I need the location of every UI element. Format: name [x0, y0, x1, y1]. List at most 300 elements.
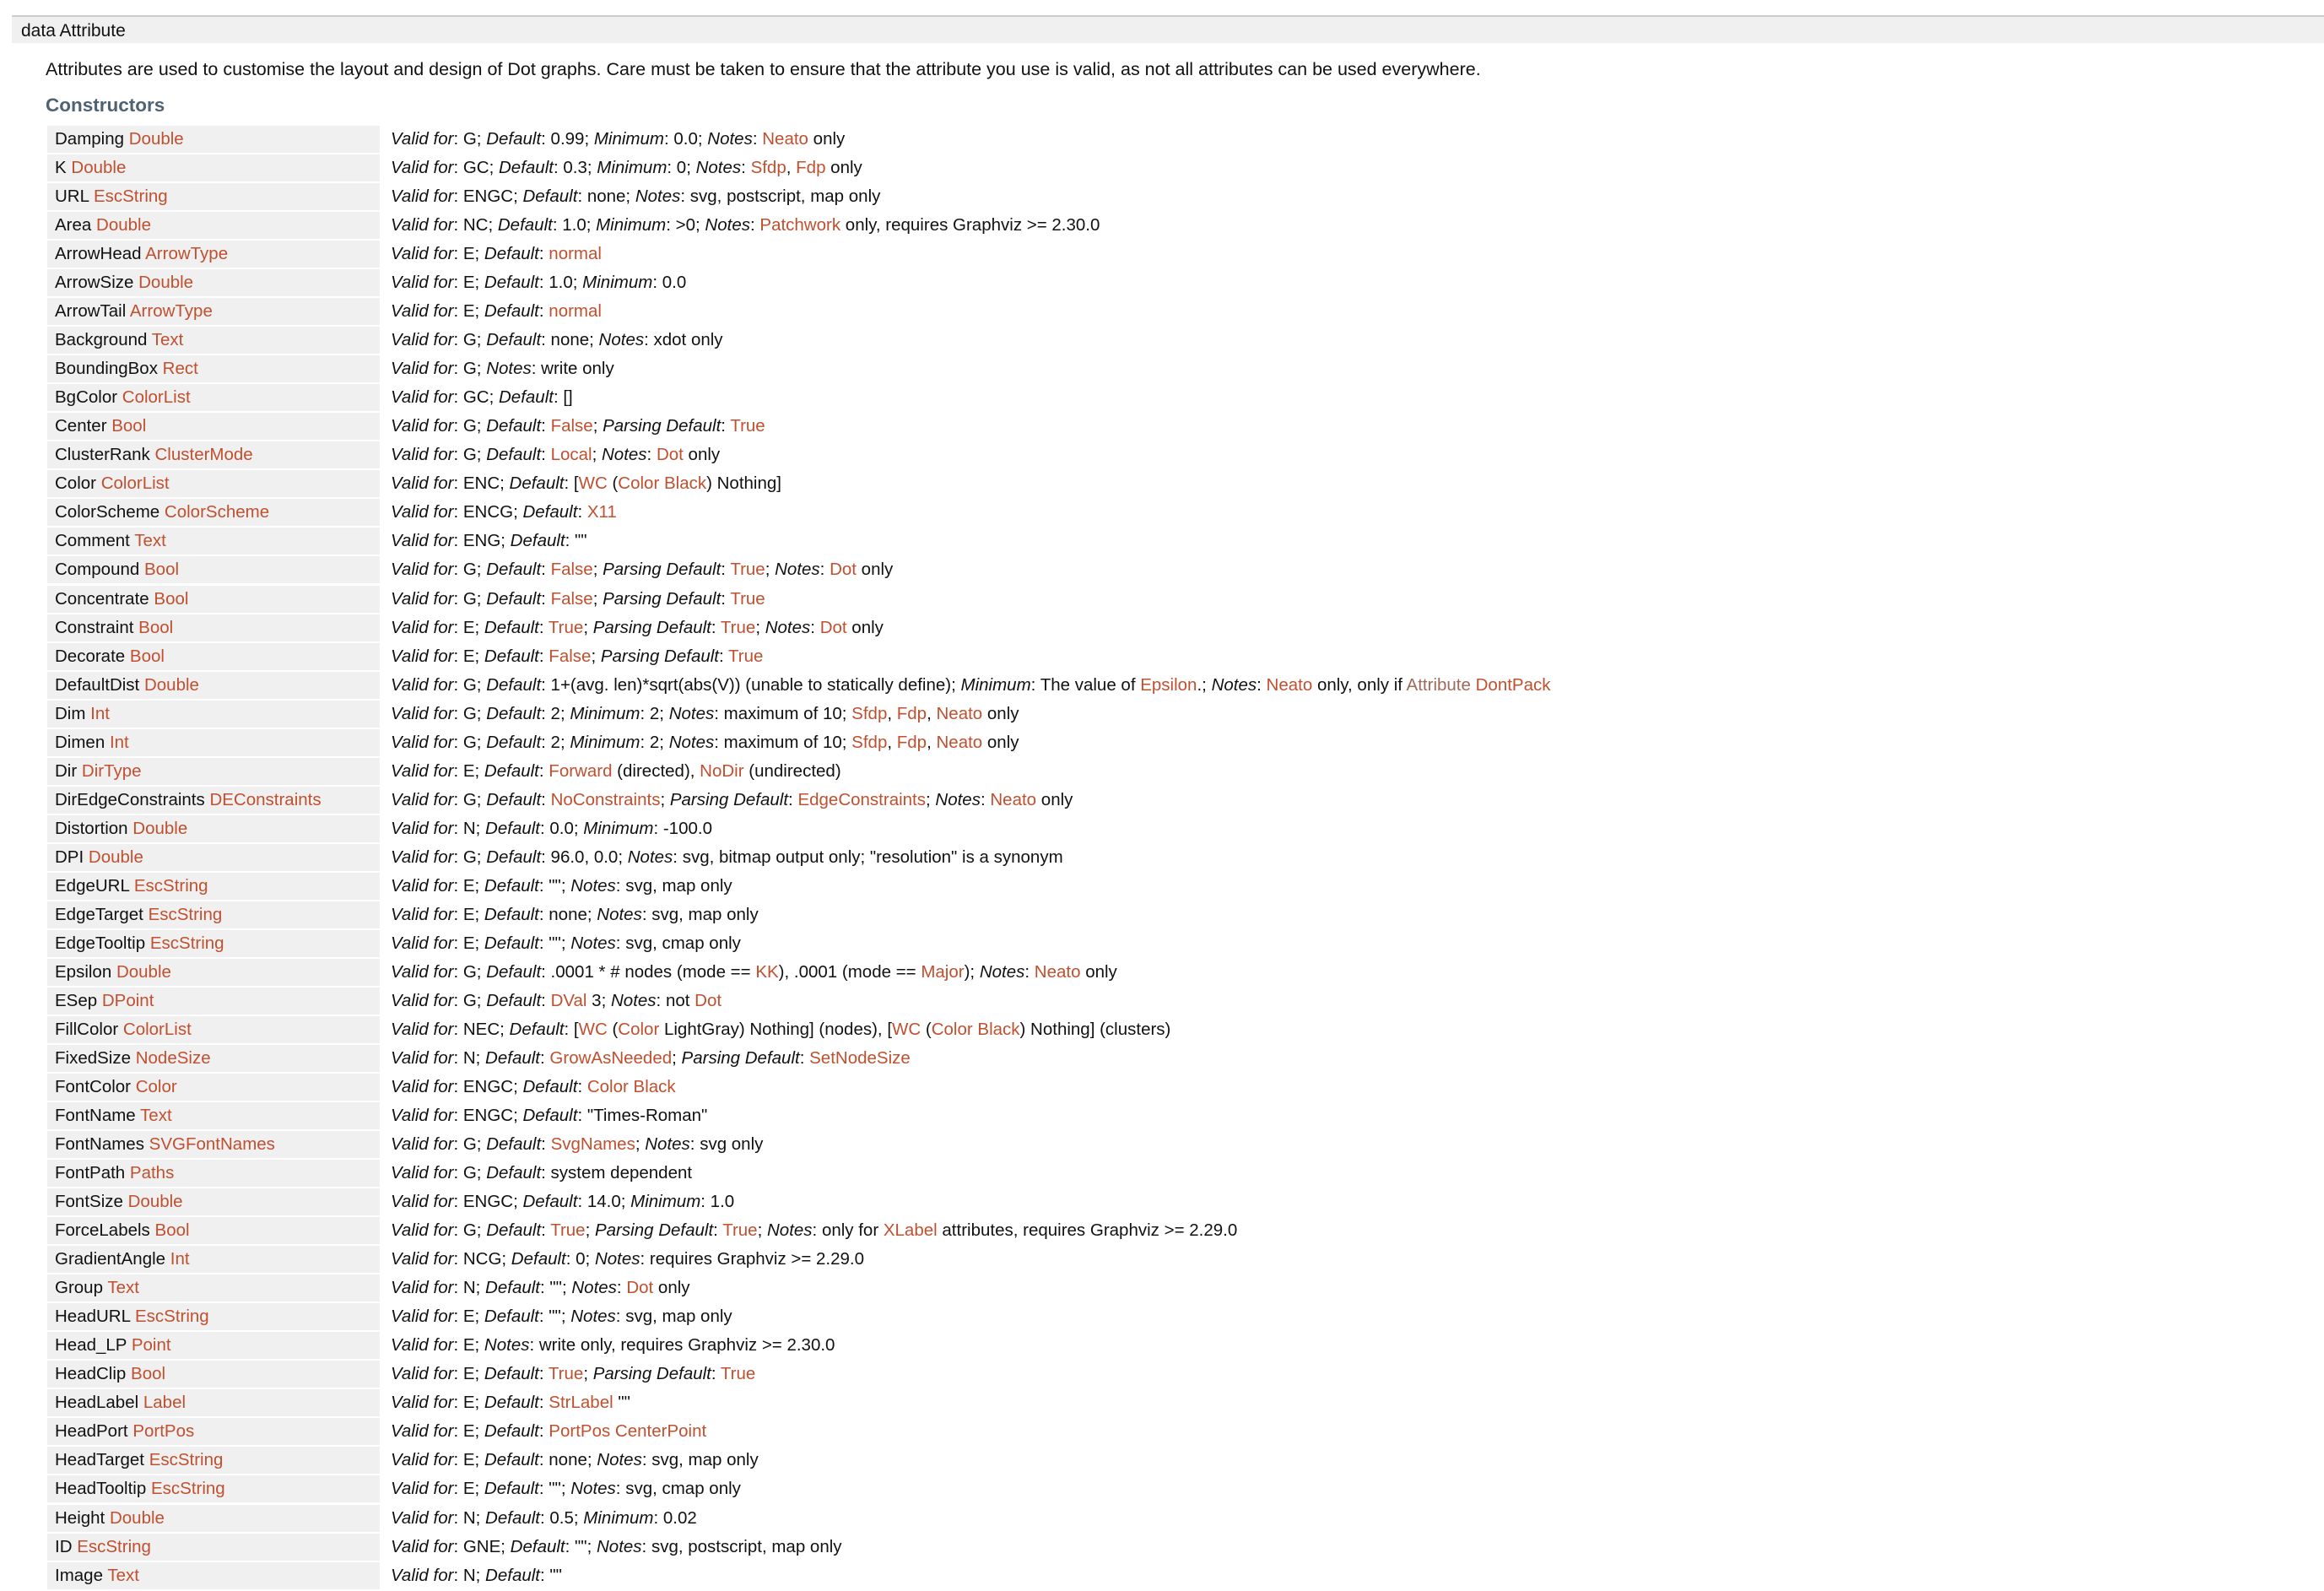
- type-link-cluster-mode[interactable]: ClusterMode: [154, 445, 253, 465]
- constructor-description: [391, 701, 1019, 728]
- constructor-name-cell: [47, 758, 380, 785]
- field-value: : 2;: [640, 732, 669, 752]
- field-value: ;: [660, 789, 670, 809]
- constructor-description: [391, 1361, 755, 1388]
- constructor-name-cell: [47, 327, 380, 354]
- link-dot[interactable]: Dot: [626, 1278, 654, 1298]
- constructor-name-cell: [47, 1447, 380, 1474]
- field-value: : ENCG;: [453, 502, 523, 522]
- constructor-name-cell: [47, 701, 380, 728]
- field-value: :: [541, 560, 551, 580]
- field-value: only: [683, 445, 721, 465]
- link-fdp[interactable]: Fdp: [896, 703, 927, 723]
- type-link-int[interactable]: Int: [109, 732, 129, 752]
- link-false[interactable]: False: [550, 560, 593, 580]
- table-row: [47, 1217, 2324, 1246]
- field-value: : 1.0: [700, 1192, 735, 1212]
- link-sfdp[interactable]: Sfdp: [851, 732, 888, 752]
- link-neato[interactable]: Neato: [1266, 674, 1313, 695]
- constructor-name: FontName: [55, 1106, 136, 1126]
- link-sfdp[interactable]: Sfdp: [750, 158, 786, 178]
- table-row: [47, 1160, 2324, 1188]
- field-value: : maximum of 10;: [714, 732, 852, 752]
- type-link-point[interactable]: Point: [131, 1335, 171, 1356]
- link-false[interactable]: False: [549, 646, 592, 666]
- field-label: Valid for: [391, 330, 454, 350]
- constructor-description: [391, 528, 587, 555]
- type-link-double[interactable]: Double: [116, 961, 171, 982]
- field-label: Valid for: [391, 674, 454, 695]
- table-row: [47, 470, 2324, 499]
- table-row: [47, 241, 2324, 269]
- link-neato[interactable]: Neato: [1034, 961, 1081, 982]
- constructor-name-cell: [47, 355, 380, 382]
- type-link-esc-string[interactable]: EscString: [134, 1307, 209, 1327]
- field-label: Default: [485, 1278, 541, 1298]
- link-attribute[interactable]: Attribute: [1406, 674, 1471, 695]
- link-true[interactable]: True: [730, 588, 765, 609]
- link-patchwork[interactable]: Patchwork: [759, 215, 841, 235]
- type-link-color-list[interactable]: ColorList: [100, 474, 170, 494]
- type-link-double[interactable]: Double: [138, 273, 194, 293]
- field-value: : E;: [453, 904, 484, 924]
- link-neato[interactable]: Neato: [762, 129, 808, 149]
- link-fdp[interactable]: Fdp: [796, 158, 826, 178]
- constructor-description: [391, 241, 602, 268]
- type-link-port-pos[interactable]: PortPos: [132, 1421, 195, 1442]
- field-value: : not: [656, 990, 695, 1010]
- constructor-name-cell: [47, 1418, 380, 1445]
- field-value: ,: [887, 732, 897, 752]
- table-row: [47, 1274, 2324, 1303]
- type-link-double[interactable]: Double: [71, 158, 127, 178]
- constructor-description: [391, 1016, 1170, 1043]
- table-row: [47, 154, 2324, 183]
- constructor-name: Constraint: [55, 617, 134, 637]
- link-dot[interactable]: Dot: [830, 560, 857, 580]
- link-wc[interactable]: WC: [578, 1019, 608, 1039]
- field-label: Notes: [695, 158, 742, 178]
- constructor-name: EdgeTooltip: [55, 933, 146, 953]
- field-label: Notes: [668, 703, 715, 723]
- type-link-text[interactable]: Text: [134, 531, 166, 551]
- constructor-description: [391, 1389, 630, 1416]
- field-label: Minimum: [596, 215, 667, 235]
- field-value: : ENC;: [453, 474, 510, 494]
- constructor-name: HeadTooltip: [55, 1479, 147, 1499]
- constructor-description: [391, 1534, 842, 1561]
- table-row: [47, 729, 2324, 758]
- constructor-name-cell: [47, 586, 380, 613]
- field-value: : G;: [453, 560, 487, 580]
- link-true[interactable]: True: [548, 617, 584, 637]
- field-value: : svg only: [689, 1134, 764, 1155]
- type-link-esc-string[interactable]: EscString: [133, 875, 208, 896]
- constructor-name-cell: [47, 988, 380, 1015]
- field-label: Valid for: [391, 1507, 454, 1528]
- link-true[interactable]: True: [730, 416, 765, 436]
- field-value: : none;: [538, 1450, 597, 1470]
- type-link-double[interactable]: Double: [143, 674, 199, 695]
- field-value: : 1.0;: [538, 273, 583, 293]
- constructor-name: HeadURL: [55, 1307, 131, 1327]
- field-label: Default: [486, 847, 542, 867]
- type-link-esc-string[interactable]: EscString: [77, 1536, 151, 1556]
- table-row: [47, 758, 2324, 787]
- table-row: [47, 930, 2324, 959]
- field-label: Valid for: [391, 560, 454, 580]
- type-link-text[interactable]: Text: [107, 1565, 139, 1585]
- field-label: Default: [484, 617, 539, 637]
- field-value: : G;: [453, 129, 487, 149]
- table-row: [47, 1505, 2324, 1534]
- constructor-name: K: [55, 158, 67, 178]
- link-true[interactable]: True: [550, 1220, 586, 1241]
- type-link-bool[interactable]: Bool: [154, 588, 189, 609]
- field-value: : svg, postscript, map only: [641, 1536, 842, 1556]
- field-value: : xdot only: [644, 330, 723, 350]
- type-link-esc-string[interactable]: EscString: [148, 904, 223, 924]
- field-value: : ENG;: [453, 531, 511, 551]
- link-no-dir[interactable]: NoDir: [700, 760, 744, 781]
- type-link-esc-string[interactable]: EscString: [149, 1450, 224, 1470]
- field-value: : maximum of 10;: [714, 703, 852, 723]
- link-wc[interactable]: WC: [892, 1019, 921, 1039]
- field-label: Valid for: [391, 215, 454, 235]
- field-label: Default: [486, 674, 542, 695]
- field-value: : E;: [453, 273, 484, 293]
- table-row: [47, 1131, 2324, 1160]
- field-value: (directed),: [612, 760, 700, 781]
- field-label: Valid for: [391, 961, 454, 982]
- field-value: (undirected): [743, 760, 841, 781]
- type-link-color-scheme[interactable]: ColorScheme: [164, 502, 270, 522]
- field-label: Valid for: [391, 301, 454, 322]
- constructor-name: GradientAngle: [55, 1249, 166, 1269]
- link-color[interactable]: Color: [618, 1019, 660, 1039]
- constructor-name: ID: [55, 1536, 73, 1556]
- field-label: Valid for: [391, 1307, 454, 1327]
- field-value: ;: [592, 416, 603, 436]
- constructor-name-cell: [47, 729, 380, 756]
- field-label: Default: [486, 1163, 542, 1183]
- type-link-deconstraints[interactable]: DEConstraints: [209, 789, 322, 809]
- table-row: [47, 298, 2324, 327]
- link-neato[interactable]: Neato: [936, 703, 983, 723]
- field-label: Parsing Default: [603, 588, 722, 609]
- link-normal[interactable]: normal: [549, 244, 602, 264]
- field-label: Default: [484, 1393, 539, 1413]
- link-x11[interactable]: X11: [586, 502, 617, 522]
- link-xlabel[interactable]: XLabel: [883, 1220, 938, 1241]
- link-true[interactable]: True: [720, 1364, 756, 1384]
- field-value: );: [964, 961, 980, 982]
- field-label: Default: [522, 1077, 578, 1097]
- link-dval[interactable]: DVal: [550, 990, 587, 1010]
- link-true[interactable]: True: [728, 646, 764, 666]
- field-value: : ENGC;: [453, 1106, 523, 1126]
- type-link-text[interactable]: Text: [140, 1106, 172, 1126]
- type-link-dpoint[interactable]: DPoint: [101, 990, 154, 1010]
- link-true[interactable]: True: [730, 560, 765, 580]
- type-link-int[interactable]: Int: [90, 703, 110, 723]
- constructor-name-cell: [47, 413, 380, 440]
- field-value: :: [541, 588, 551, 609]
- field-label: Default: [499, 387, 554, 408]
- field-value: only: [1080, 961, 1117, 982]
- field-value: ;: [583, 617, 593, 637]
- link-kk[interactable]: KK: [755, 961, 779, 982]
- field-label: Default: [497, 215, 553, 235]
- field-value: ;: [757, 1220, 767, 1241]
- type-link-bool[interactable]: Bool: [138, 617, 174, 637]
- field-label: Notes: [645, 1134, 690, 1155]
- constructor-description: [391, 815, 712, 842]
- type-description: Attributes are used to customise the layout and design of Dot graphs. Care must be taken to ensure that the attribute you use is valid, as not all attributes can be used everywhere.: [46, 59, 1481, 79]
- field-value: :: [721, 560, 731, 580]
- constructor-description: [391, 930, 741, 957]
- link-dot[interactable]: Dot: [694, 990, 722, 1010]
- table-row: [47, 327, 2324, 355]
- field-label: Minimum: [630, 1192, 701, 1212]
- field-label: Parsing Default: [603, 416, 722, 436]
- field-label: Notes: [486, 359, 532, 379]
- field-label: Parsing Default: [603, 560, 722, 580]
- field-label: Default: [485, 1565, 541, 1585]
- constructor-description: [391, 1475, 741, 1502]
- field-value: :: [538, 1364, 549, 1384]
- type-link-color-list[interactable]: ColorList: [122, 387, 191, 408]
- link-local[interactable]: Local: [550, 445, 592, 465]
- link-fdp[interactable]: Fdp: [896, 732, 927, 752]
- link-epsilon[interactable]: Epsilon: [1140, 674, 1197, 695]
- constructor-name: ColorScheme: [55, 502, 160, 522]
- constructor-name-cell: [47, 1361, 380, 1388]
- constructor-name-cell: [47, 672, 380, 699]
- constructor-name: HeadLabel: [55, 1393, 139, 1413]
- constructor-name: URL: [55, 187, 89, 207]
- field-label: Notes: [598, 330, 645, 350]
- type-link-double[interactable]: Double: [109, 1507, 165, 1528]
- field-value: :: [1257, 674, 1267, 695]
- type-link-paths[interactable]: Paths: [129, 1163, 175, 1183]
- field-value: : G;: [453, 588, 487, 609]
- field-label: Valid for: [391, 847, 454, 867]
- field-label: Valid for: [391, 1134, 454, 1155]
- constructor-name-cell: [47, 1217, 380, 1244]
- link-grow-as-needed[interactable]: GrowAsNeeded: [549, 1048, 673, 1068]
- field-label: Notes: [765, 617, 811, 637]
- constructor-name-cell: [47, 1074, 380, 1101]
- link-sfdp[interactable]: Sfdp: [851, 703, 888, 723]
- field-label: Notes: [766, 1220, 813, 1241]
- field-label: Minimum: [570, 703, 640, 723]
- field-label: Valid for: [391, 1106, 454, 1126]
- field-value: : N;: [453, 818, 486, 838]
- link-no-constraints[interactable]: NoConstraints: [550, 789, 661, 809]
- type-link-dir-type[interactable]: DirType: [81, 760, 142, 781]
- constructor-name: HeadPort: [55, 1421, 128, 1442]
- field-value: : "";: [540, 1278, 572, 1298]
- link-true[interactable]: True: [548, 1364, 584, 1384]
- field-value: .;: [1197, 674, 1212, 695]
- field-value: : E;: [453, 760, 484, 781]
- link-set-node-size[interactable]: SetNodeSize: [809, 1048, 911, 1068]
- link-false[interactable]: False: [550, 588, 593, 609]
- field-value: : G;: [453, 703, 487, 723]
- field-value: :: [541, 416, 551, 436]
- type-link-double[interactable]: Double: [127, 1192, 183, 1212]
- field-label: Default: [486, 129, 542, 149]
- link-dot[interactable]: Dot: [656, 445, 684, 465]
- field-value: :: [538, 301, 549, 322]
- type-link-bool[interactable]: Bool: [111, 416, 147, 436]
- field-label: Default: [484, 904, 539, 924]
- type-link-double[interactable]: Double: [88, 847, 143, 867]
- type-link-esc-string[interactable]: EscString: [93, 187, 168, 207]
- link-true[interactable]: True: [722, 1220, 758, 1241]
- field-value: : "": [540, 1565, 562, 1585]
- link-color-black[interactable]: Color Black: [586, 1077, 676, 1097]
- type-link-double[interactable]: Double: [132, 818, 188, 838]
- type-link-color-list[interactable]: ColorList: [122, 1019, 192, 1039]
- type-link-bool[interactable]: Bool: [144, 560, 180, 580]
- field-value: : write only, requires Graphviz >= 2.30.0: [529, 1335, 835, 1356]
- constructor-description: [391, 413, 765, 440]
- table-row: [47, 528, 2324, 556]
- constructor-description: [391, 844, 1063, 871]
- field-label: Valid for: [391, 1220, 454, 1241]
- field-label: Notes: [668, 732, 715, 752]
- field-value: :: [980, 789, 991, 809]
- field-label: Minimum: [583, 1507, 654, 1528]
- field-value: 3;: [586, 990, 611, 1010]
- constructor-name: Area: [55, 215, 92, 235]
- link-neato[interactable]: Neato: [990, 789, 1037, 809]
- field-value: : .0001 * # nodes (mode ==: [541, 961, 756, 982]
- type-link-label[interactable]: Label: [143, 1393, 186, 1413]
- field-value: ;: [765, 560, 776, 580]
- field-value: :: [1024, 961, 1035, 982]
- field-value: :: [713, 1220, 723, 1241]
- table-row: [47, 1045, 2324, 1074]
- field-value: : E;: [453, 301, 484, 322]
- link-neato[interactable]: Neato: [936, 732, 983, 752]
- field-value: :: [538, 617, 549, 637]
- link-major[interactable]: Major: [921, 961, 965, 982]
- table-row: [47, 269, 2324, 298]
- type-link-color[interactable]: Color: [135, 1077, 177, 1097]
- link-normal[interactable]: normal: [549, 301, 602, 322]
- field-label: Valid for: [391, 1048, 454, 1068]
- field-value: : system dependent: [541, 1163, 693, 1183]
- field-value: only: [1036, 789, 1073, 809]
- constructor-name-cell: [47, 1475, 380, 1502]
- constructor-name: ESep: [55, 990, 98, 1010]
- field-value: : G;: [453, 330, 487, 350]
- field-value: : 0.02: [653, 1507, 697, 1528]
- type-link-int[interactable]: Int: [170, 1249, 190, 1269]
- constructor-name-cell: [47, 1246, 380, 1273]
- constructor-name: FontColor: [55, 1077, 132, 1097]
- field-label: Notes: [597, 904, 642, 924]
- type-link-node-size[interactable]: NodeSize: [135, 1048, 211, 1068]
- table-row: [47, 672, 2324, 701]
- field-value: ,: [887, 703, 897, 723]
- link-str-label[interactable]: StrLabel: [549, 1393, 613, 1413]
- link-dont-pack[interactable]: DontPack: [1475, 674, 1551, 695]
- type-link-arrow-type[interactable]: ArrowType: [145, 244, 229, 264]
- field-value: :: [541, 1134, 551, 1155]
- type-link-esc-string[interactable]: EscString: [150, 1479, 225, 1499]
- field-label: Valid for: [391, 416, 454, 436]
- field-label: Notes: [610, 990, 657, 1010]
- type-link-bool[interactable]: Bool: [154, 1220, 190, 1241]
- type-link-svgfont-names[interactable]: SVGFontNames: [149, 1134, 275, 1155]
- link-color-black[interactable]: Color Black: [618, 474, 707, 494]
- field-value: : 0.99;: [541, 129, 594, 149]
- field-value: :: [646, 445, 657, 465]
- field-value: : 0.0;: [664, 129, 708, 149]
- table-row: [47, 1074, 2324, 1102]
- link-wc[interactable]: WC: [578, 474, 608, 494]
- field-value: : "";: [538, 1307, 571, 1327]
- constructor-name-cell: [47, 298, 380, 325]
- field-label: Notes: [596, 1536, 642, 1556]
- field-value: : >0;: [666, 215, 705, 235]
- constructor-description: [391, 183, 880, 210]
- link-color-black[interactable]: Color Black: [931, 1019, 1020, 1039]
- type-link-bool[interactable]: Bool: [129, 646, 165, 666]
- constructor-name-cell: [47, 614, 380, 641]
- type-link-double[interactable]: Double: [96, 215, 151, 235]
- constructor-description: [391, 873, 732, 900]
- field-label: Valid for: [391, 588, 454, 609]
- field-value: : GNE;: [453, 1536, 511, 1556]
- field-value: only: [856, 560, 894, 580]
- field-value: ;: [755, 617, 765, 637]
- field-label: Default: [486, 445, 542, 465]
- type-link-rect[interactable]: Rect: [162, 359, 198, 379]
- field-label: Minimum: [583, 818, 654, 838]
- type-link-esc-string[interactable]: EscString: [149, 933, 224, 953]
- field-label: Valid for: [391, 445, 454, 465]
- link-port-pos-center-point[interactable]: PortPos CenterPoint: [549, 1421, 707, 1442]
- type-link-arrow-type[interactable]: ArrowType: [129, 301, 213, 322]
- link-svg-names[interactable]: SvgNames: [550, 1134, 635, 1155]
- link-dot[interactable]: Dot: [819, 617, 847, 637]
- field-value: ;: [635, 1134, 646, 1155]
- field-label: Valid for: [391, 1249, 454, 1269]
- field-label: Default: [486, 588, 542, 609]
- table-row: [47, 556, 2324, 585]
- type-link-bool[interactable]: Bool: [131, 1364, 166, 1384]
- link-edge-constraints[interactable]: EdgeConstraints: [797, 789, 926, 809]
- field-label: Minimum: [597, 158, 667, 178]
- link-false[interactable]: False: [550, 416, 593, 436]
- link-true[interactable]: True: [720, 617, 756, 637]
- constructor-name: FontNames: [55, 1134, 144, 1155]
- link-forward[interactable]: Forward: [549, 760, 613, 781]
- constructor-name-cell: [47, 528, 380, 555]
- type-link-text[interactable]: Text: [151, 330, 184, 350]
- type-link-text[interactable]: Text: [107, 1278, 139, 1298]
- constructor-name-cell: [47, 930, 380, 957]
- type-link-double[interactable]: Double: [128, 129, 184, 149]
- field-value: : svg, map only: [615, 875, 732, 896]
- constructor-description: [391, 1045, 911, 1072]
- field-value: only: [982, 732, 1019, 752]
